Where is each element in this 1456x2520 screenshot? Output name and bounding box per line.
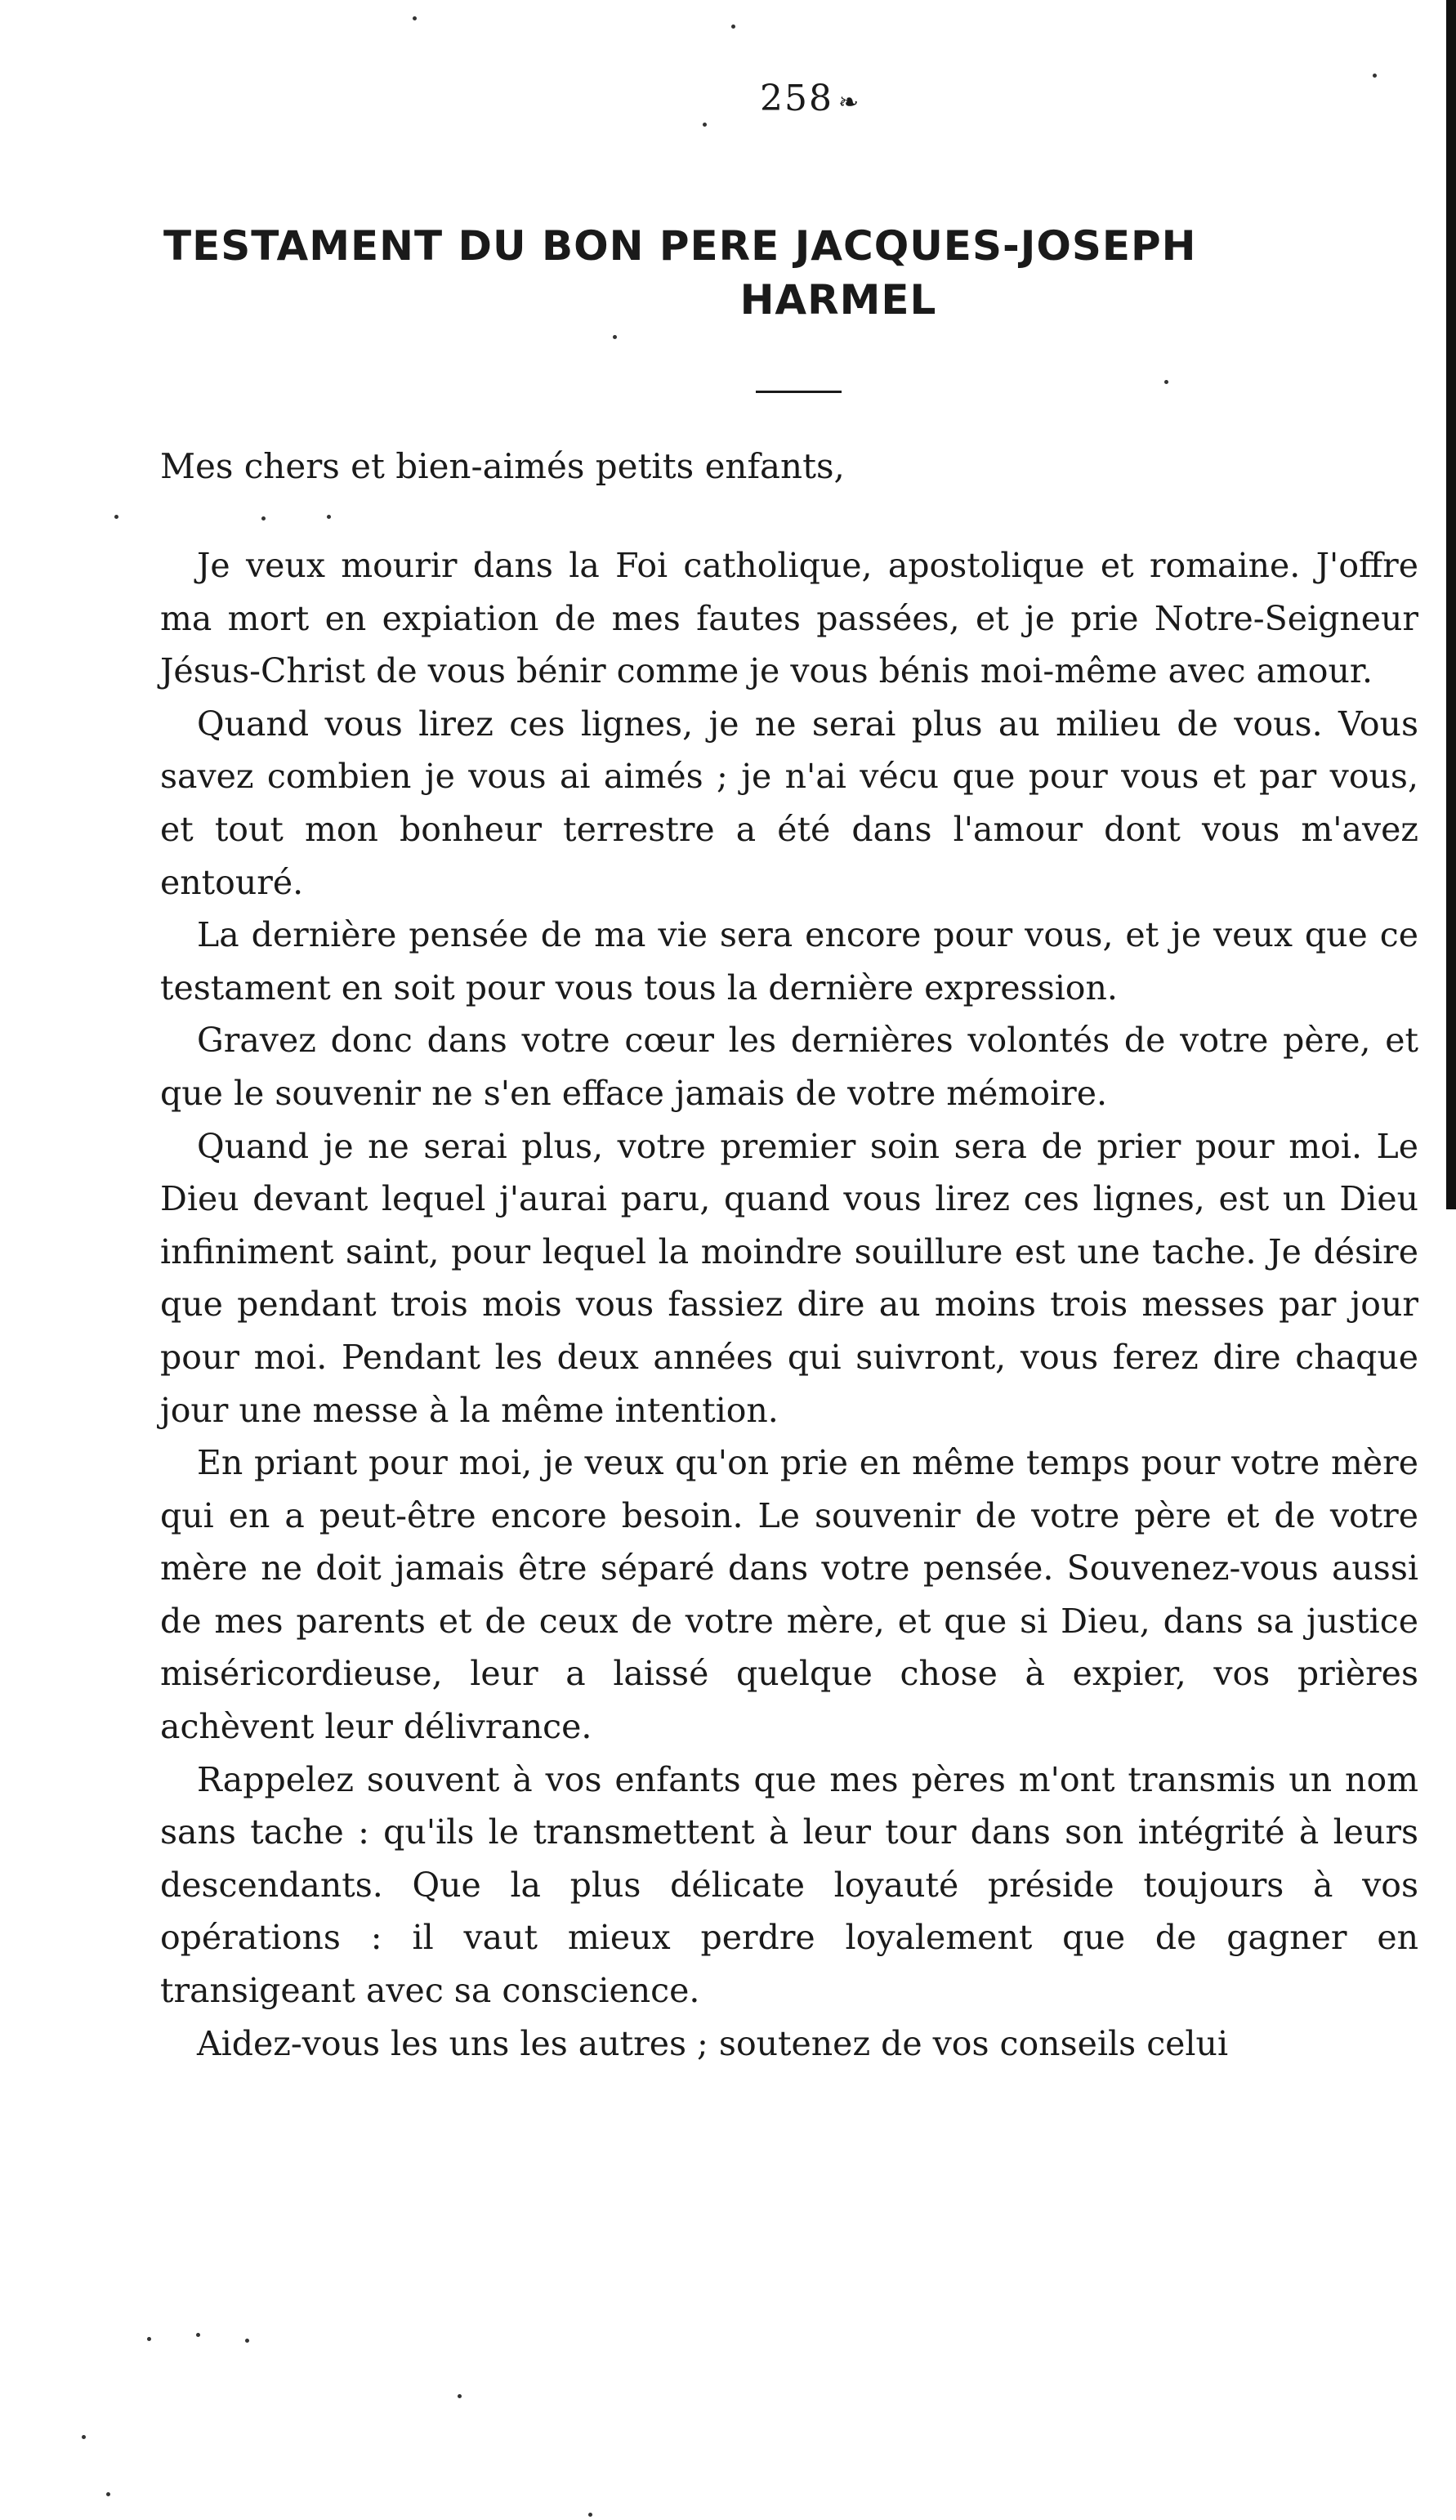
paragraph-5: Quand je ne serai plus, votre premier soin sera de prier pour moi. Le Dieu devant lequel j'aurai paru, quand vous lirez ces lignes, est un Dieu infiniment saint, pour lequel la moindre souillure est une tache. Je désire que pendant trois mois vous fassiez dire au moins trois messes par jour pour moi. Pendant les deux années qui suivront, vous ferez dire chaque jour une messe à la même intention. [160, 1126, 1418, 1430]
paragraph-8: Aidez-vous les uns les autres ; soutenez de vos conseils celui [197, 2023, 1229, 2063]
body-text [160, 539, 1418, 2070]
title-line-1: TESTAMENT DU BON PERE JACQUES-JOSEPH [163, 222, 1197, 270]
page-edge-shadow [1446, 0, 1456, 1209]
paragraph-4: Gravez donc dans votre cœur les dernières volontés de votre père, et que le souvenir ne s'en efface jamais de votre mémoire. [160, 1021, 1418, 1113]
paragraph-7: Rappelez souvent à vos enfants que mes pères m'ont transmis un nom sans tache : qu'ils le transmettent à leur tour dans son intégrité à leurs descendants. Que la plus délicate loyauté préside toujours à vos opérations : il vaut mieux perdre loyalement que de gagner en transigeant avec sa conscience. [160, 1759, 1418, 2011]
page-number-ornament: ❧ [837, 88, 861, 117]
title-divider [756, 391, 842, 393]
paragraph-6: En priant pour moi, je veux qu'on prie en même temps pour votre mère qui en a peut-être encore besoin. Le souvenir de votre père et de votre mère ne doit jamais être séparé dans votre pensée. Souvenez-vous aussi de mes parents et de ceux de votre mère, et que si Dieu, dans sa justice miséricordieuse, leur a laissé quelque chose à expier, vos prières achèvent leur délivrance. [160, 1443, 1418, 1747]
salutation: Mes chers et bien-aimés petits enfants, [160, 446, 845, 486]
page-number [760, 78, 923, 119]
page-number-value: 258 [760, 78, 833, 119]
paragraph-1: Je veux mourir dans la Foi catholique, apostolique et romaine. J'offre ma mort en expiation de mes fautes passées, et je prie Notre-Seigneur Jésus-Christ de vous bénir comme je vous bénis moi-même avec amour. [160, 546, 1418, 691]
title-line-2: HARMEL [739, 276, 937, 324]
paragraph-3: La dernière pensée de ma vie sera encore pour vous, et je veux que ce testament en soit pour vous tous la dernière expression. [160, 915, 1418, 1008]
document-title [147, 219, 1431, 327]
paragraph-2: Quand vous lirez ces lignes, je ne serai plus au milieu de vous. Vous savez combien je vous ai aimés ; je n'ai vécu que pour vous et par vous, et tout mon bonheur terrestre a été dans l'amour dont vous m'avez entouré. [160, 704, 1418, 902]
